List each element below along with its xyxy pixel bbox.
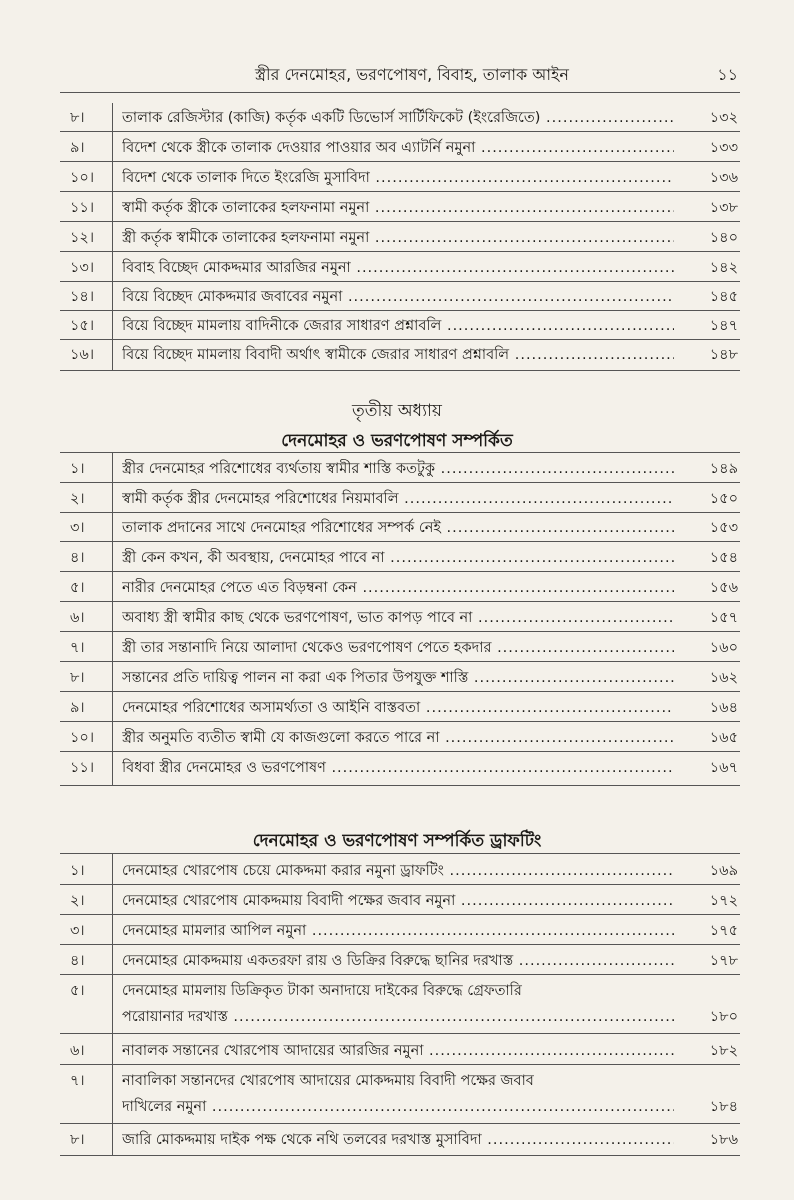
toc-row [0,255,794,281]
toc-number: ১৪। [70,289,95,305]
toc-title: স্ত্রী তার সন্তানাদি নিয়ে আলাদা থেকেও ভরণপোষণ পেতে হকদার ..... [122,635,674,661]
toc-number: ১১। [70,200,95,216]
toc-number: ১। [70,863,85,879]
toc-title: বিয়ে বিচ্ছেদ মোকদ্দমার জবাবের নমুনা ..... [122,284,674,310]
toc-row [0,948,794,974]
toc-row [0,978,794,1025]
toc-title: তালাক রেজিস্টার (কাজি) কর্তৃক একটি ডিভোর্স সার্টিফিকেট (ইংরেজিতে) ..... [122,105,674,131]
toc-number: ৫। [70,580,85,596]
toc-title: স্বামী কর্তৃক স্ত্রীকে তালাকের হলফনামা নমুনা ..... [122,195,674,221]
row-divider [60,251,740,252]
row-divider [60,161,740,162]
toc-title-continued: পরোয়ানার দরখাস্ত ..... [122,1004,674,1030]
row-divider [60,1033,740,1034]
row-divider [60,339,740,340]
toc-row [0,575,794,601]
toc-page: ১৭২ [709,893,738,909]
toc-number: ৩। [70,520,85,536]
toc-title: অবাধ্য স্ত্রী স্বামীর কাছ থেকে ভরণপোষণ, ভাত কাপড় পাবে না ..... [122,605,674,631]
toc-title: বিয়ে বিচ্ছেদ মামলায় বাদিনীকে জেরার সাধারণ প্রশ্নাবলি ..... [122,313,674,339]
toc-page: ১৫৪ [709,550,738,566]
toc-row [0,135,794,161]
toc-row [0,486,794,512]
toc-number: ১০। [70,170,95,186]
toc-row [0,545,794,571]
toc-row [0,605,794,631]
toc-row [0,515,794,541]
row-divider [60,1123,740,1124]
toc-number: ১০। [70,730,95,746]
toc-title: স্ত্রী কর্তৃক স্বামীকে তালাকের হলফনামা নমুনা ..... [122,225,674,251]
toc-title: তালাক প্রদানের সাথে দেনমোহর পরিশোধের সম্পর্ক নেই ..... [122,515,674,541]
toc-row [0,456,794,482]
row-divider [60,661,740,662]
toc-page: ১৮২ [709,1043,738,1059]
row-divider [60,1155,740,1156]
toc-row [0,284,794,310]
toc-page: ১৩৩ [709,140,738,156]
section-title: দেনমোহর ও ভরণপোষণ সম্পর্কিত ড্রাফটিং [252,831,542,851]
toc-title: বিধবা স্ত্রীর দেনমোহর ও ভরণপোষণ ..... [122,755,674,781]
toc-number: ৩। [70,923,85,939]
row-divider [60,541,740,542]
toc-page: ১৪৯ [709,461,738,477]
toc-page: ১৪০ [709,230,738,246]
row-divider [60,974,740,975]
toc-page: ১৫৭ [709,610,738,626]
toc-number: ৮। [70,1132,85,1148]
toc-page: ১৫৩ [709,520,738,536]
toc-title: বিদেশ থেকে স্ত্রীকে তালাক দেওয়ার পাওয়ার অব এ্যাটর্নি নমুনা ..... [122,135,674,161]
toc-row [0,1127,794,1153]
row-divider [60,482,740,483]
toc-number: ১১। [70,760,95,776]
toc-page: ১৮৬ [709,1132,738,1148]
toc-title: দেনমোহর মামলায় ডিক্রিকৃত টাকা অনাদায়ে দাইকের বিরুদ্ধে গ্রেফতারি [122,983,522,999]
toc-title: সন্তানের প্রতি দায়িত্ব পালন না করা এক পিতার উপযুক্ত শাস্তি ..... [122,665,674,691]
toc-number: ৫। [70,983,85,999]
row-divider [60,601,740,602]
toc-title: বিবাহ বিচ্ছেদ মোকদ্দমার আরজির নমুনা ..... [122,255,674,281]
toc-title: জারি মোকদ্দমায় দাইক পক্ষ থেকে নথি তলবের দরখাস্ত মুসাবিদা ..... [122,1127,674,1153]
toc-title: নাবালিকা সন্তানদের খোরপোষ আদায়ের মোকদ্দমায় বিবাদী পক্ষের জবাব [122,1073,534,1089]
toc-title: দেনমোহর খোরপোষ মোকদ্দমায় বিবাদী পক্ষের জবাব নমুনা ..... [122,888,674,914]
toc-number: ৮। [70,670,85,686]
toc-row [0,695,794,721]
toc-row [0,195,794,221]
row-divider [60,884,740,885]
toc-row [0,165,794,191]
toc-page: ১৮৪ [709,1099,738,1115]
section-title: দেনমোহর ও ভরণপোষণ সম্পর্কিত [281,431,513,451]
toc-page: ১৪৮ [709,347,738,363]
toc-row [0,665,794,691]
toc-title: বিদেশ থেকে তালাক দিতে ইংরেজি মুসাবিদা ..... [122,165,674,191]
toc-number: ৯। [70,700,85,716]
toc-page: ১৪২ [709,260,738,276]
toc-number: ৪। [70,953,85,969]
toc-number: ৭। [70,1073,85,1089]
header-rule [60,92,740,93]
toc-row [0,725,794,751]
toc-title: স্ত্রীর অনুমতি ব্যতীত স্বামী যে কাজগুলো করতে পারে না ..... [122,725,674,751]
row-divider [60,221,740,222]
toc-row [0,225,794,251]
toc-number: ২। [70,491,85,507]
page-number: ১১ [717,65,738,84]
row-divider [60,751,740,752]
toc-page: ১৭৫ [709,923,738,939]
toc-number: ১। [70,461,85,477]
toc-page: ১৬৭ [709,760,738,776]
toc-page: ১৫০ [709,491,738,507]
toc-number: ১৩। [70,260,95,276]
toc-number: ৬। [70,610,85,626]
toc-row [0,635,794,661]
toc-title: স্ত্রীর দেনমোহর পরিশোধের ব্যর্থতায় স্বামীর শাস্তি কতটুকু ..... [122,456,674,482]
toc-row [0,105,794,131]
toc-row [0,1038,794,1064]
row-divider [60,691,740,692]
row-divider [60,1064,740,1065]
toc-number: ৮। [70,110,85,126]
running-header-title: স্ত্রীর দেনমোহর, ভরণপোষণ, বিবাহ, তালাক আইন [255,65,569,84]
toc-title: নারীর দেনমোহর পেতে এত বিড়ম্বনা কেন ..... [122,575,674,601]
toc-number: ১৬। [70,347,95,363]
toc-title: দেনমোহর মামলার আপিল নমুনা ..... [122,918,674,944]
toc-page: ১৮০ [709,1009,738,1025]
row-divider [60,191,740,192]
toc-number: ৬। [70,1043,85,1059]
toc-row [0,755,794,781]
toc-page: ১৭৮ [709,953,738,969]
toc-title: দেনমোহর খোরপোষ চেয়ে মোকদ্দমা করার নমুনা ড্রাফটিং ..... [122,858,674,884]
row-divider [60,131,740,132]
toc-page: ১৩২ [709,110,738,126]
toc-title: স্ত্রী কেন কখন, কী অবস্থায়, দেনমোহর পাবে না ..... [122,545,674,571]
toc-row [0,918,794,944]
toc-row [0,888,794,914]
toc-title: দেনমোহর পরিশোধের অসামর্থ্যতা ও আইনি বাস্তবতা ..... [122,695,674,721]
toc-page: ১৩৬ [709,170,738,186]
toc-title-continued: দাখিলের নমুনা ..... [122,1094,674,1120]
toc-page: ১৫৬ [709,580,738,596]
toc-page: ১৬২ [709,670,738,686]
toc-title: নাবালক সন্তানের খোরপোষ আদায়ের আরজির নমুনা ..... [122,1038,674,1064]
toc-number: ৭। [70,640,85,656]
toc-title: স্বামী কর্তৃক স্ত্রীর দেনমোহর পরিশোধের নিয়মাবলি ..... [122,486,674,512]
toc-number: ১৫। [70,318,95,334]
row-divider [60,370,740,371]
toc-page: ১৬০ [709,640,738,656]
toc-row [0,342,794,368]
toc-title: বিয়ে বিচ্ছেদ মামলায় বিবাদী অর্থাৎ স্বামীকে জেরার সাধারণ প্রশ্নাবলি ..... [122,342,674,368]
toc-page: ১৪৫ [709,289,738,305]
row-divider [60,721,740,722]
row-divider [60,310,740,311]
row-divider [60,571,740,572]
row-divider [60,944,740,945]
row-divider [60,853,740,854]
toc-number: ১২। [70,230,95,246]
row-divider [60,281,740,282]
toc-row [0,858,794,884]
toc-page: ১৬৯ [709,863,738,879]
toc-row [0,313,794,339]
toc-page: ১৪৭ [709,318,738,334]
toc-page: ১৩৮ [709,200,738,216]
row-divider [60,785,740,786]
row-divider [60,914,740,915]
toc-title: দেনমোহর মোকদ্দমায় একতরফা রায় ও ডিক্রির বিরুদ্ধে ছানির দরখাস্ত ..... [122,948,674,974]
row-divider [60,631,740,632]
toc-number: ৯। [70,140,85,156]
toc-number: ৪। [70,550,85,566]
chapter-label: তৃতীয় অধ্যায় [352,401,442,421]
toc-row [0,1068,794,1115]
toc-page: ১৬৫ [709,730,738,746]
toc-page: ১৬৪ [709,700,738,716]
row-divider [60,452,740,453]
row-divider [60,512,740,513]
toc-number: ২। [70,893,85,909]
page-header [0,62,794,88]
